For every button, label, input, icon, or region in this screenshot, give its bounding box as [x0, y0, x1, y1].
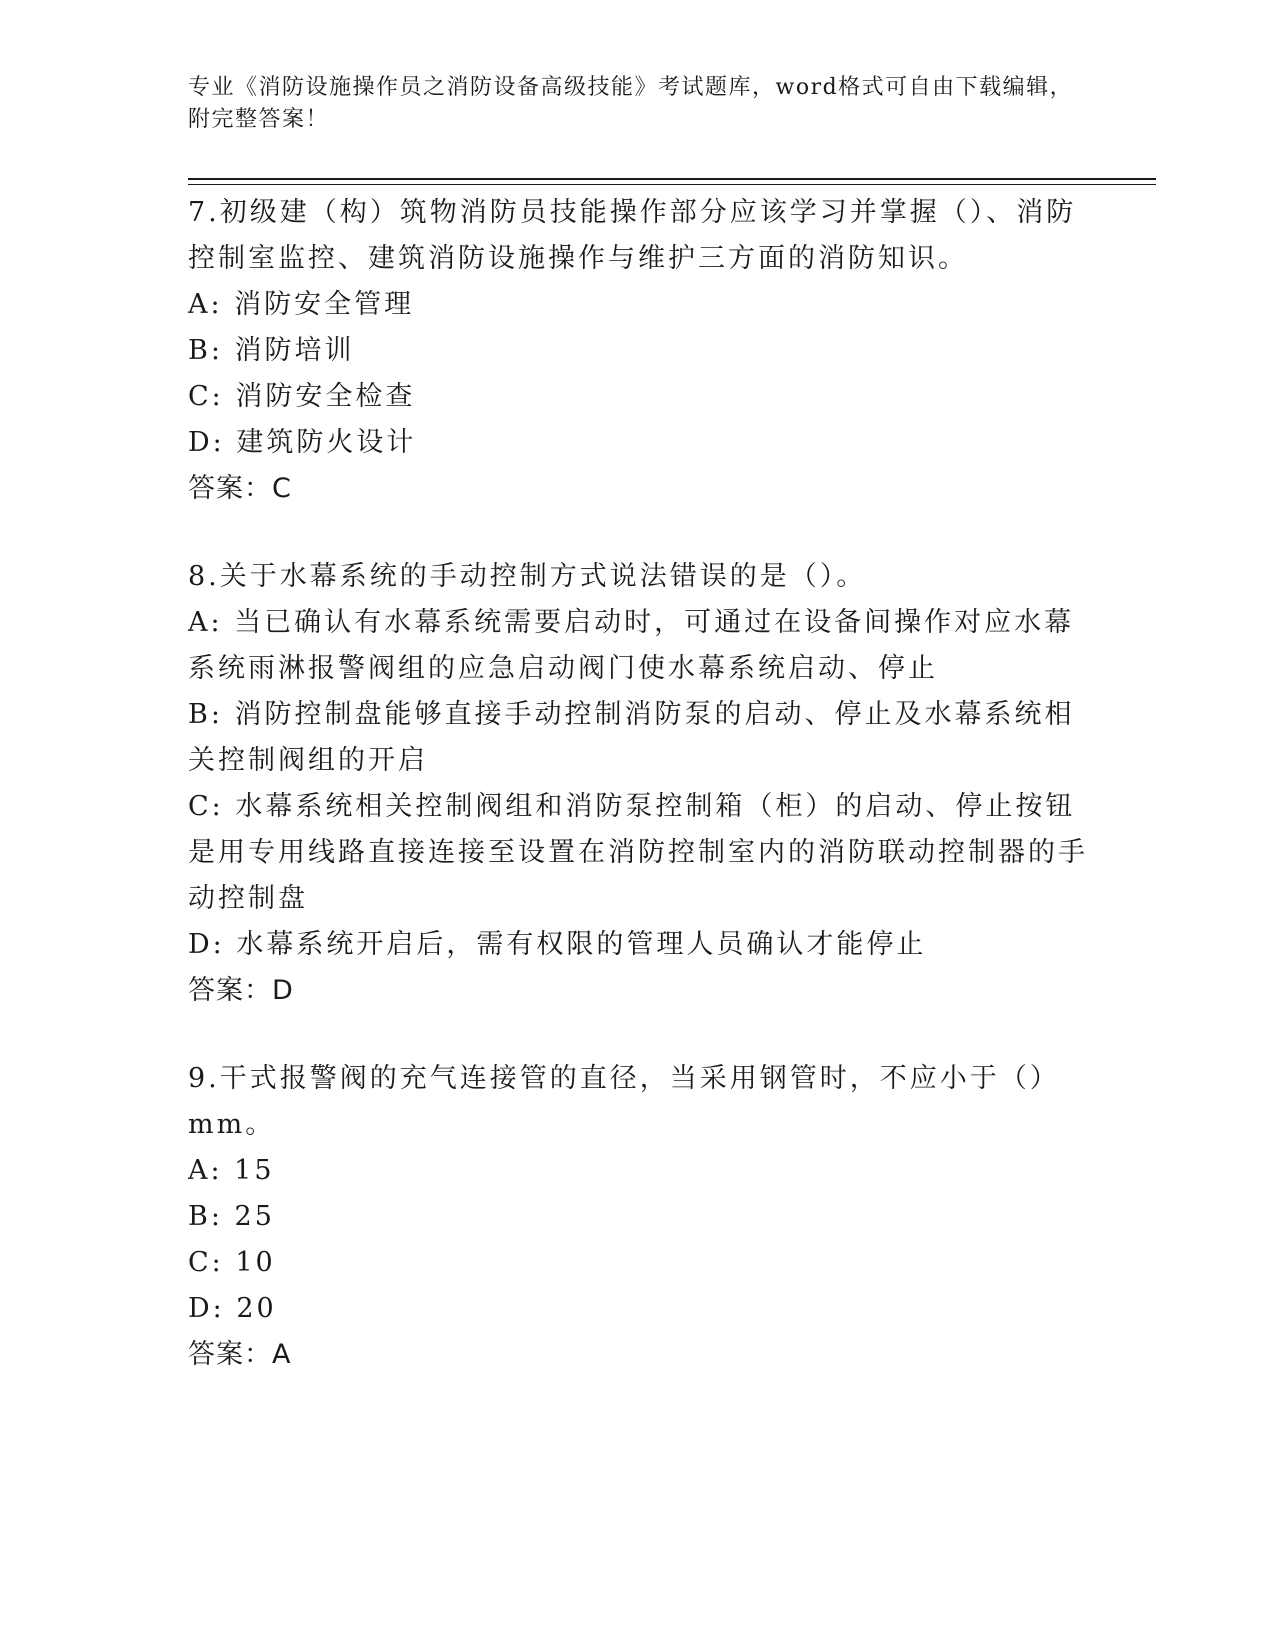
option-d: D: 水幕系统开启后，需有权限的管理人员确认才能停止: [188, 929, 927, 960]
question-9: [188, 1056, 1088, 1378]
header-divider-thin: [188, 184, 1156, 185]
question-stem: 7.初级建（构）筑物消防员技能操作部分应该学习并掌握（）、消防控制室监控、建筑消防设施操作与维护三方面的消防知识。: [188, 197, 1077, 274]
question-list: [188, 190, 1088, 1420]
option-c: C: 10: [188, 1247, 276, 1278]
option-c: C: 水幕系统相关控制阀组和消防泵控制箱（柜）的启动、停止按钮是用专用线路直接连接至设置在消防控制室内的消防联动控制器的手动控制盘: [188, 791, 1088, 914]
question-8: [188, 554, 1088, 1014]
answer-line: 答案：D: [188, 975, 294, 1006]
page-header-intro: 专业《消防设施操作员之消防设备高级技能》考试题库，word格式可自由下载编辑，附完整答案！: [188, 75, 1074, 132]
option-b: B: 消防培训: [188, 335, 355, 366]
option-a: A: 当已确认有水幕系统需要启动时，可通过在设备间操作对应水幕系统雨淋报警阀组的应急启动阀门使水幕系统启动、停止: [188, 607, 1075, 684]
question-stem: 9.干式报警阀的充气连接管的直径，当采用钢管时，不应小于（）mm。: [188, 1063, 1060, 1140]
question-stem: 8.关于水幕系统的手动控制方式说法错误的是（）。: [188, 561, 867, 592]
option-d: D: 20: [188, 1293, 277, 1324]
answer-line: 答案：A: [188, 1339, 292, 1370]
question-7: [188, 190, 1088, 512]
option-b: B: 消防控制盘能够直接手动控制消防泵的启动、停止及水幕系统相关控制阀组的开启: [188, 699, 1075, 776]
option-a: A: 消防安全管理: [188, 289, 415, 320]
option-a: A: 15: [188, 1155, 275, 1186]
option-c: C: 消防安全检查: [188, 381, 416, 412]
header-divider-thick: [188, 178, 1156, 180]
option-b: B: 25: [188, 1201, 275, 1232]
answer-line: 答案：C: [188, 473, 292, 504]
option-d: D: 建筑防火设计: [188, 427, 417, 458]
